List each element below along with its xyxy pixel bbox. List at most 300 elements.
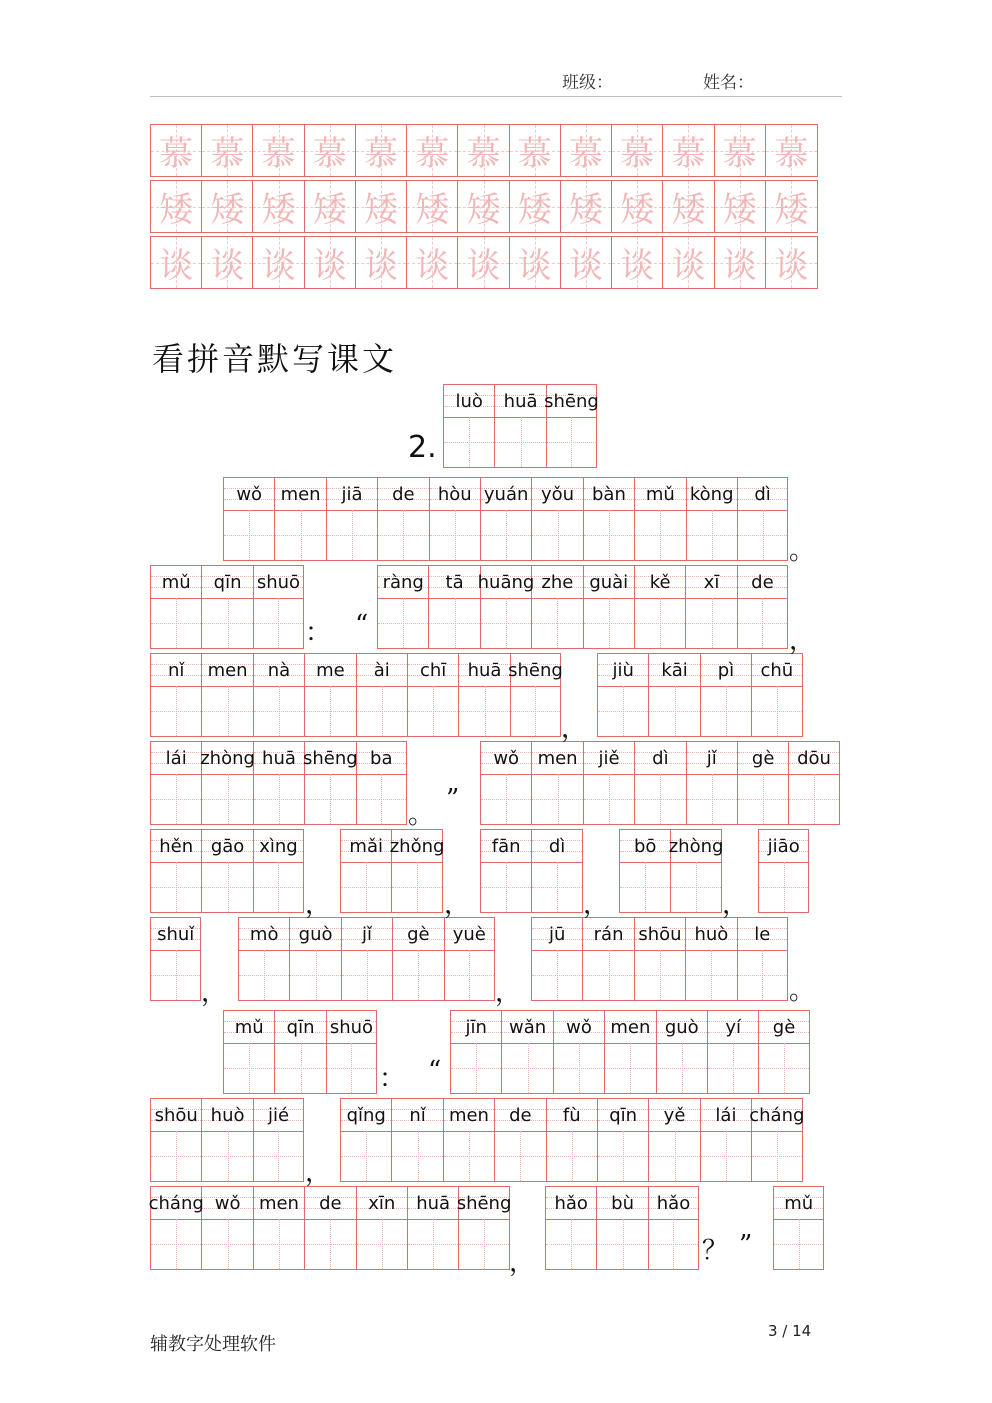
hanzi-box[interactable]: [502, 1043, 552, 1093]
hanzi-box[interactable]: [254, 1131, 303, 1181]
writing-cell[interactable]: [597, 1098, 648, 1182]
hanzi-box[interactable]: [649, 1219, 698, 1269]
writing-cell[interactable]: [253, 741, 304, 825]
hanzi-box[interactable]: [393, 950, 443, 1000]
writing-cell[interactable]: [634, 741, 685, 825]
writing-cell[interactable]: [238, 917, 289, 1001]
writing-cell[interactable]: [223, 477, 274, 561]
hanzi-box[interactable]: [275, 1043, 325, 1093]
tracing-cell[interactable]: [561, 237, 612, 288]
writing-cell[interactable]: [253, 829, 304, 913]
tracing-cell[interactable]: [766, 125, 817, 176]
hanzi-box[interactable]: [481, 862, 531, 912]
tracing-cell[interactable]: [766, 181, 817, 232]
pinyin-box: [254, 1099, 303, 1132]
pinyin-box: [649, 654, 699, 687]
hanzi-box[interactable]: [429, 598, 479, 648]
writing-cell[interactable]: [700, 1098, 751, 1182]
hanzi-box[interactable]: [224, 510, 274, 560]
writing-cell[interactable]: [648, 653, 699, 737]
hanzi-box[interactable]: [547, 417, 596, 467]
writing-cell[interactable]: [304, 1186, 355, 1270]
hanzi-box[interactable]: [635, 598, 685, 648]
pinyin-syllable: yǒu: [541, 483, 575, 505]
writing-cell[interactable]: [553, 1010, 604, 1094]
hanzi-box[interactable]: [752, 686, 801, 736]
writing-cell[interactable]: [458, 653, 509, 737]
writing-cell[interactable]: [356, 741, 407, 825]
hanzi-box[interactable]: [408, 1219, 458, 1269]
punctuation-mark: 。: [789, 536, 816, 566]
hanzi-box[interactable]: [584, 774, 634, 824]
pinyin-box: [202, 1099, 252, 1132]
hanzi-box[interactable]: [451, 1043, 501, 1093]
writing-cell[interactable]: [634, 565, 685, 649]
writing-cell[interactable]: [304, 653, 355, 737]
tracing-cell[interactable]: [253, 125, 304, 176]
writing-cell[interactable]: [546, 384, 597, 468]
writing-cell[interactable]: [428, 565, 479, 649]
pinyin-box: [275, 478, 325, 511]
writing-cell[interactable]: [597, 653, 648, 737]
pinyin-syllable: nǐ: [167, 659, 185, 681]
writing-cell[interactable]: [200, 741, 255, 825]
pinyin-box: [597, 1187, 647, 1220]
hanzi-box[interactable]: [342, 950, 392, 1000]
tracing-char: 矮: [415, 190, 450, 230]
tracing-cell[interactable]: [561, 125, 612, 176]
hanzi-box[interactable]: [202, 598, 252, 648]
tracing-row: [150, 236, 818, 289]
hanzi-box[interactable]: [752, 1131, 801, 1181]
pinyin-group: [531, 917, 788, 1001]
writing-cell[interactable]: [201, 1098, 252, 1182]
hanzi-box[interactable]: [444, 1131, 494, 1181]
writing-cell[interactable]: [749, 1098, 805, 1182]
writing-cell[interactable]: [788, 741, 839, 825]
hanzi-box[interactable]: [202, 1131, 252, 1181]
tracing-cell[interactable]: [715, 125, 766, 176]
hanzi-box[interactable]: [481, 510, 531, 560]
hanzi-box[interactable]: [554, 1043, 604, 1093]
pinyin-box: [378, 478, 428, 511]
pinyin-syllable: shēng: [303, 747, 358, 769]
tracing-cell[interactable]: [253, 181, 304, 232]
writing-cell[interactable]: [477, 565, 535, 649]
pinyin-box: [583, 918, 633, 951]
writing-cell[interactable]: [289, 917, 340, 1001]
writing-cell[interactable]: [201, 829, 252, 913]
punctuation-mark: ”: [739, 1230, 753, 1260]
writing-cell[interactable]: [392, 917, 443, 1001]
tracing-cell[interactable]: [407, 125, 458, 176]
writing-cell[interactable]: [583, 477, 634, 561]
tracing-char: 矮: [774, 190, 809, 230]
writing-cell[interactable]: [407, 1186, 458, 1270]
pinyin-syllable: hǎo: [554, 1192, 588, 1214]
hanzi-box[interactable]: [605, 1043, 655, 1093]
writing-cell[interactable]: [450, 1010, 501, 1094]
pinyin-syllable: de: [751, 571, 774, 593]
writing-cell[interactable]: [150, 653, 201, 737]
writing-cell[interactable]: [223, 1010, 274, 1094]
writing-cell[interactable]: [340, 1098, 391, 1182]
hanzi-box[interactable]: [532, 862, 581, 912]
writing-cell[interactable]: [150, 829, 201, 913]
pinyin-syllable: huò: [694, 923, 729, 945]
writing-cell[interactable]: [737, 917, 788, 1001]
pinyin-syllable: de: [392, 483, 415, 505]
writing-cell[interactable]: [201, 653, 252, 737]
writing-cell[interactable]: [274, 477, 325, 561]
pinyin-syllable: de: [509, 1104, 532, 1126]
hanzi-box[interactable]: [686, 598, 736, 648]
writing-cell[interactable]: [480, 829, 531, 913]
hanzi-box[interactable]: [738, 598, 787, 648]
writing-cell[interactable]: [303, 741, 358, 825]
hanzi-box[interactable]: [224, 1043, 274, 1093]
hanzi-box[interactable]: [701, 686, 751, 736]
writing-cell[interactable]: [510, 653, 561, 737]
hanzi-box[interactable]: [738, 510, 787, 560]
tracing-cell[interactable]: [510, 181, 561, 232]
tracing-cell[interactable]: [305, 237, 356, 288]
hanzi-box[interactable]: [598, 1131, 648, 1181]
pinyin-syllable: jiě: [598, 747, 620, 769]
writing-cell[interactable]: [582, 917, 633, 1001]
tracing-cell[interactable]: [151, 125, 202, 176]
hanzi-box[interactable]: [657, 1043, 707, 1093]
writing-cell[interactable]: [648, 1098, 699, 1182]
hanzi-box[interactable]: [547, 1131, 597, 1181]
writing-cell[interactable]: [407, 653, 458, 737]
writing-cell[interactable]: [737, 565, 788, 649]
hanzi-box[interactable]: [357, 1219, 407, 1269]
writing-cell[interactable]: [456, 1186, 512, 1270]
tracing-cell[interactable]: [151, 237, 202, 288]
hanzi-box[interactable]: [511, 686, 560, 736]
hanzi-box[interactable]: [481, 598, 531, 648]
writing-cell[interactable]: [531, 917, 582, 1001]
writing-cell[interactable]: [686, 741, 737, 825]
hanzi-box[interactable]: [341, 862, 391, 912]
hanzi-box[interactable]: [305, 1219, 355, 1269]
writing-cell[interactable]: [773, 1186, 824, 1270]
pinyin-box: [151, 918, 200, 951]
writing-cell[interactable]: [758, 1010, 809, 1094]
hanzi-box[interactable]: [701, 1131, 751, 1181]
hanzi-box[interactable]: [597, 1219, 647, 1269]
hanzi-box[interactable]: [305, 686, 355, 736]
tracing-cell[interactable]: [561, 181, 612, 232]
pinyin-box: [635, 742, 685, 775]
writing-cell[interactable]: [494, 1098, 545, 1182]
writing-cell[interactable]: [634, 917, 685, 1001]
hanzi-box[interactable]: [671, 862, 720, 912]
writing-cell[interactable]: [253, 1098, 304, 1182]
writing-cell[interactable]: [356, 653, 407, 737]
pinyin-box: [151, 1099, 201, 1132]
hanzi-box[interactable]: [392, 1131, 442, 1181]
pinyin-box: [686, 918, 736, 951]
pinyin-syllable: jū: [548, 923, 566, 945]
hanzi-box[interactable]: [620, 862, 670, 912]
hanzi-box[interactable]: [584, 510, 634, 560]
writing-cell[interactable]: [686, 477, 737, 561]
writing-cell[interactable]: [389, 829, 445, 913]
writing-cell[interactable]: [326, 477, 377, 561]
tracing-cell[interactable]: [202, 181, 253, 232]
tracing-char: 矮: [568, 190, 603, 230]
writing-cell[interactable]: [326, 1010, 377, 1094]
hanzi-box[interactable]: [305, 774, 355, 824]
tracing-cell[interactable]: [407, 181, 458, 232]
hanzi-box[interactable]: [686, 950, 736, 1000]
writing-cell[interactable]: [668, 829, 724, 913]
pinyin-syllable: qīn: [609, 1104, 638, 1126]
hanzi-box[interactable]: [202, 1219, 252, 1269]
tracing-char: 谈: [364, 246, 399, 286]
hanzi-box[interactable]: [151, 1131, 201, 1181]
writing-cell[interactable]: [531, 741, 582, 825]
pinyin-group: [150, 1098, 304, 1182]
hanzi-box[interactable]: [584, 598, 634, 648]
hanzi-box[interactable]: [708, 1043, 758, 1093]
tracing-cell[interactable]: [356, 181, 407, 232]
writing-cell[interactable]: [737, 477, 788, 561]
hanzi-box[interactable]: [290, 950, 340, 1000]
tracing-char: 慕: [159, 134, 194, 174]
hanzi-box[interactable]: [254, 598, 303, 648]
hanzi-box[interactable]: [583, 950, 633, 1000]
writing-cell[interactable]: [253, 565, 304, 649]
writing-cell[interactable]: [634, 477, 685, 561]
pinyin-syllable: zhe: [541, 571, 574, 593]
pinyin-box: [649, 1099, 699, 1132]
hanzi-box[interactable]: [202, 686, 252, 736]
writing-cell[interactable]: [546, 1098, 597, 1182]
writing-cell[interactable]: [648, 1186, 699, 1270]
tracing-cell[interactable]: [715, 181, 766, 232]
tracing-cell[interactable]: [151, 181, 202, 232]
hanzi-box[interactable]: [254, 1219, 304, 1269]
writing-cell[interactable]: [480, 741, 531, 825]
hanzi-box[interactable]: [151, 862, 201, 912]
tracing-cell[interactable]: [663, 237, 714, 288]
hanzi-box[interactable]: [546, 1219, 596, 1269]
hanzi-box[interactable]: [151, 950, 200, 1000]
hanzi-box[interactable]: [275, 510, 325, 560]
hanzi-box[interactable]: [459, 1219, 508, 1269]
hanzi-box[interactable]: [774, 1219, 823, 1269]
writing-cell[interactable]: [596, 1186, 647, 1270]
tracing-cell[interactable]: [458, 125, 509, 176]
writing-cell[interactable]: [583, 565, 634, 649]
tracing-cell[interactable]: [510, 237, 561, 288]
tracing-cell[interactable]: [663, 125, 714, 176]
writing-cell[interactable]: [619, 829, 670, 913]
writing-cell[interactable]: [150, 917, 201, 1001]
writing-cell[interactable]: [377, 477, 428, 561]
writing-cell[interactable]: [656, 1010, 707, 1094]
tracing-cell[interactable]: [458, 181, 509, 232]
hanzi-box[interactable]: [635, 510, 685, 560]
tracing-char: 慕: [620, 134, 655, 174]
hanzi-box[interactable]: [635, 774, 685, 824]
writing-cell[interactable]: [253, 653, 304, 737]
hanzi-box[interactable]: [378, 510, 428, 560]
writing-cell[interactable]: [391, 1098, 442, 1182]
writing-cell[interactable]: [377, 565, 428, 649]
hanzi-box[interactable]: [151, 1219, 201, 1269]
hanzi-box[interactable]: [151, 598, 201, 648]
writing-cell[interactable]: [501, 1010, 552, 1094]
hanzi-box[interactable]: [378, 598, 428, 648]
pinyin-box: [774, 1187, 823, 1220]
pinyin-syllable: guò: [298, 923, 333, 945]
hanzi-box[interactable]: [532, 598, 582, 648]
pinyin-group: [340, 1098, 803, 1182]
hanzi-box[interactable]: [495, 417, 545, 467]
hanzi-box[interactable]: [481, 774, 531, 824]
hanzi-box[interactable]: [151, 774, 201, 824]
hanzi-box[interactable]: [459, 686, 509, 736]
writing-cell[interactable]: [148, 1186, 204, 1270]
writing-cell[interactable]: [751, 653, 802, 737]
tracing-cell[interactable]: [663, 181, 714, 232]
hanzi-box[interactable]: [598, 686, 648, 736]
hanzi-box[interactable]: [151, 686, 201, 736]
writing-cell[interactable]: [531, 829, 582, 913]
writing-cell[interactable]: [253, 1186, 304, 1270]
writing-cell[interactable]: [150, 1098, 201, 1182]
tracing-char: 慕: [466, 134, 501, 174]
punctuation-mark: ，: [722, 890, 749, 920]
hanzi-box[interactable]: [495, 1131, 545, 1181]
punctuation-mark: “: [355, 610, 369, 640]
writing-cell[interactable]: [685, 917, 736, 1001]
tracing-cell[interactable]: [253, 237, 304, 288]
tracing-char: 谈: [210, 246, 245, 286]
writing-cell[interactable]: [443, 384, 494, 468]
hanzi-box[interactable]: [649, 686, 699, 736]
hanzi-box[interactable]: [532, 510, 582, 560]
hanzi-box[interactable]: [327, 1043, 376, 1093]
hanzi-box[interactable]: [430, 510, 480, 560]
hanzi-box[interactable]: [635, 950, 685, 1000]
hanzi-box[interactable]: [392, 862, 441, 912]
hanzi-box[interactable]: [444, 417, 494, 467]
hanzi-box[interactable]: [759, 862, 808, 912]
writing-cell[interactable]: [340, 829, 391, 913]
writing-cell[interactable]: [274, 1010, 325, 1094]
tracing-cell[interactable]: [407, 237, 458, 288]
tracing-cell[interactable]: [305, 181, 356, 232]
pinyin-syllable: guài: [589, 571, 629, 593]
hanzi-box[interactable]: [357, 774, 406, 824]
tracing-cell[interactable]: [202, 237, 253, 288]
writing-cell[interactable]: [685, 565, 736, 649]
pinyin-syllable: gè: [751, 747, 775, 769]
writing-cell[interactable]: [443, 1098, 494, 1182]
tracing-cell[interactable]: [356, 237, 407, 288]
writing-cell[interactable]: [201, 1186, 252, 1270]
pinyin-group: [223, 1010, 377, 1094]
hanzi-box[interactable]: [239, 950, 289, 1000]
hanzi-box[interactable]: [649, 1131, 699, 1181]
tracing-cell[interactable]: [202, 125, 253, 176]
writing-cell[interactable]: [444, 917, 495, 1001]
hanzi-box[interactable]: [445, 950, 494, 1000]
hanzi-box[interactable]: [327, 510, 377, 560]
tracing-cell[interactable]: [612, 181, 663, 232]
writing-cell[interactable]: [700, 653, 751, 737]
punctuation-mark: ，: [789, 626, 816, 656]
hanzi-box[interactable]: [789, 774, 838, 824]
hanzi-box[interactable]: [357, 686, 407, 736]
tracing-cell[interactable]: [766, 237, 817, 288]
pinyin-box: [342, 918, 392, 951]
tracing-cell[interactable]: [612, 125, 663, 176]
writing-cell[interactable]: [531, 565, 582, 649]
footer-software-name: 辅教字处理软件: [150, 1334, 276, 1355]
writing-cell[interactable]: [150, 741, 201, 825]
writing-cell[interactable]: [531, 477, 582, 561]
tracing-cell[interactable]: [305, 125, 356, 176]
writing-cell[interactable]: [429, 477, 480, 561]
hanzi-box[interactable]: [759, 1043, 808, 1093]
tracing-char: 谈: [312, 246, 347, 286]
hanzi-box[interactable]: [202, 774, 252, 824]
tracing-cell[interactable]: [715, 237, 766, 288]
pinyin-syllable: gāo: [210, 835, 245, 857]
writing-cell[interactable]: [356, 1186, 407, 1270]
pinyin-group: [619, 829, 722, 913]
writing-cell[interactable]: [545, 1186, 596, 1270]
writing-cell[interactable]: [201, 565, 252, 649]
writing-cell[interactable]: [583, 741, 634, 825]
hanzi-box[interactable]: [532, 950, 582, 1000]
pinyin-box: [151, 566, 201, 599]
hanzi-box[interactable]: [532, 774, 582, 824]
hanzi-box[interactable]: [687, 510, 737, 560]
hanzi-box[interactable]: [687, 774, 737, 824]
pinyin-syllable: ba: [370, 747, 393, 769]
writing-cell[interactable]: [480, 477, 531, 561]
writing-cell[interactable]: [341, 917, 392, 1001]
tracing-cell[interactable]: [510, 125, 561, 176]
tracing-cell[interactable]: [458, 237, 509, 288]
hanzi-box[interactable]: [738, 774, 788, 824]
hanzi-box[interactable]: [341, 1131, 391, 1181]
hanzi-box[interactable]: [202, 862, 252, 912]
writing-cell[interactable]: [604, 1010, 655, 1094]
writing-cell[interactable]: [150, 565, 201, 649]
hanzi-box[interactable]: [254, 686, 304, 736]
hanzi-box[interactable]: [254, 862, 303, 912]
tracing-cell[interactable]: [612, 237, 663, 288]
tracing-char: 慕: [517, 134, 552, 174]
writing-cell[interactable]: [758, 829, 809, 913]
writing-cell[interactable]: [707, 1010, 758, 1094]
writing-cell[interactable]: [494, 384, 545, 468]
hanzi-box[interactable]: [408, 686, 458, 736]
tracing-cell[interactable]: [356, 125, 407, 176]
writing-cell[interactable]: [737, 741, 788, 825]
pinyin-syllable: huā: [262, 747, 296, 769]
hanzi-box[interactable]: [254, 774, 304, 824]
hanzi-box[interactable]: [738, 950, 787, 1000]
